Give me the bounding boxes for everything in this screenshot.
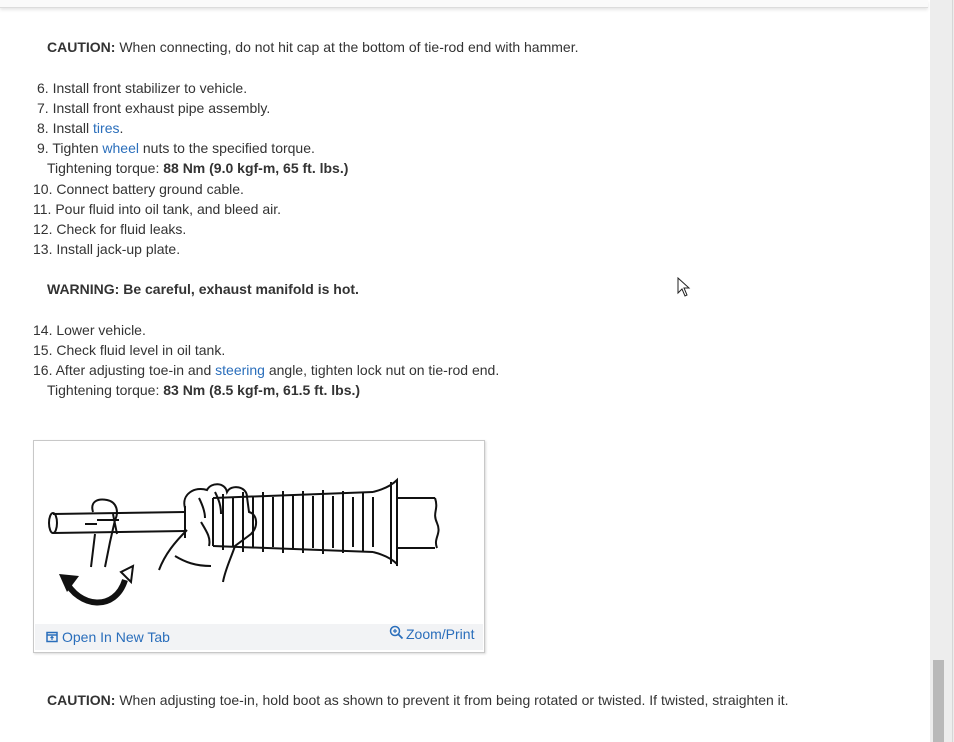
step-text: Install front stabilizer to vehicle. — [52, 80, 248, 96]
step-text: Connect battery ground cable. — [56, 181, 244, 197]
window-edge — [952, 0, 953, 742]
figure-toolbar — [35, 624, 483, 650]
caution-note-toe-in — [47, 691, 789, 709]
step-text: Pour fluid into oil tank, and bleed air. — [55, 201, 282, 217]
step-text: Lower vehicle. — [56, 322, 146, 338]
top-panel-edge — [0, 0, 928, 8]
step-number: 16. — [33, 362, 53, 378]
zoom-in-icon — [389, 625, 404, 640]
step-text-pre: Tighten — [52, 140, 103, 156]
torque-label: Tightening torque: — [47, 382, 164, 398]
tightening-torque-1 — [47, 159, 348, 177]
step-number: 11. — [33, 201, 52, 217]
wheel-link[interactable]: wheel — [102, 140, 139, 156]
step-text: Install front exhaust pipe assembly. — [52, 100, 271, 116]
step-15 — [33, 341, 225, 359]
step-number: 6. — [37, 80, 49, 96]
tires-link[interactable]: tires — [93, 120, 120, 136]
open-in-new-tab-label: Open In New Tab — [62, 629, 170, 645]
caution-label: CAUTION: — [47, 692, 116, 708]
step-text-pre: Install — [52, 120, 94, 136]
caution-text: When adjusting toe-in, hold boot as shown to prevent it from being rotated or twisted. If twisted, straighten it. — [115, 692, 789, 708]
torque-value: 83 Nm (8.5 kgf-m, 61.5 ft. lbs.) — [163, 382, 361, 398]
vertical-scrollbar[interactable] — [930, 0, 954, 742]
step-number: 8. — [37, 120, 49, 136]
caution-text: When connecting, do not hit cap at the bottom of tie-rod end with hammer. — [115, 39, 579, 55]
step-number: 13. — [33, 241, 53, 257]
step-text-post: nuts to the specified torque. — [139, 140, 315, 156]
torque-value: 88 Nm (9.0 kgf-m, 65 ft. lbs.) — [163, 160, 349, 176]
step-8 — [37, 119, 123, 137]
mouse-cursor-icon — [677, 277, 691, 297]
step-text-pre: After adjusting toe-in and — [55, 362, 216, 378]
step-16 — [33, 361, 499, 379]
step-number: 12. — [33, 221, 53, 237]
torque-label: Tightening torque: — [47, 160, 164, 176]
tightening-torque-2 — [47, 381, 360, 399]
tie-rod-boot-illustration[interactable] — [35, 442, 483, 624]
caution-note-connecting — [47, 38, 578, 56]
zoom-print-label: Zoom/Print — [406, 626, 475, 642]
step-text: Check for fluid leaks. — [56, 221, 187, 237]
step-6 — [37, 79, 247, 97]
step-9 — [37, 139, 315, 157]
scrollbar-thumb[interactable] — [933, 660, 944, 742]
warning-text: WARNING: Be careful, exhaust manifold is hot. — [47, 281, 359, 297]
step-13 — [33, 240, 180, 258]
step-text-post: angle, tighten lock nut on tie-rod end. — [264, 362, 500, 378]
step-11 — [33, 200, 281, 218]
open-in-new-tab-link[interactable] — [46, 629, 170, 645]
step-number: 9. — [37, 140, 49, 156]
zoom-print-link[interactable] — [389, 625, 474, 642]
caution-label: CAUTION: — [47, 39, 116, 55]
steering-link[interactable]: steering — [215, 362, 265, 378]
tie-rod-boot-figure — [33, 440, 485, 653]
warning-note — [47, 280, 359, 298]
step-text: Install jack-up plate. — [56, 241, 181, 257]
step-14 — [33, 321, 146, 339]
step-text: Check fluid level in oil tank. — [56, 342, 226, 358]
step-number: 7. — [37, 100, 49, 116]
open-tab-icon — [46, 631, 58, 643]
step-10 — [33, 180, 244, 198]
step-number: 14. — [33, 322, 53, 338]
step-number: 15. — [33, 342, 53, 358]
step-7 — [37, 99, 270, 117]
step-12 — [33, 220, 186, 238]
step-number: 10. — [33, 181, 53, 197]
step-text-post: . — [119, 120, 124, 136]
